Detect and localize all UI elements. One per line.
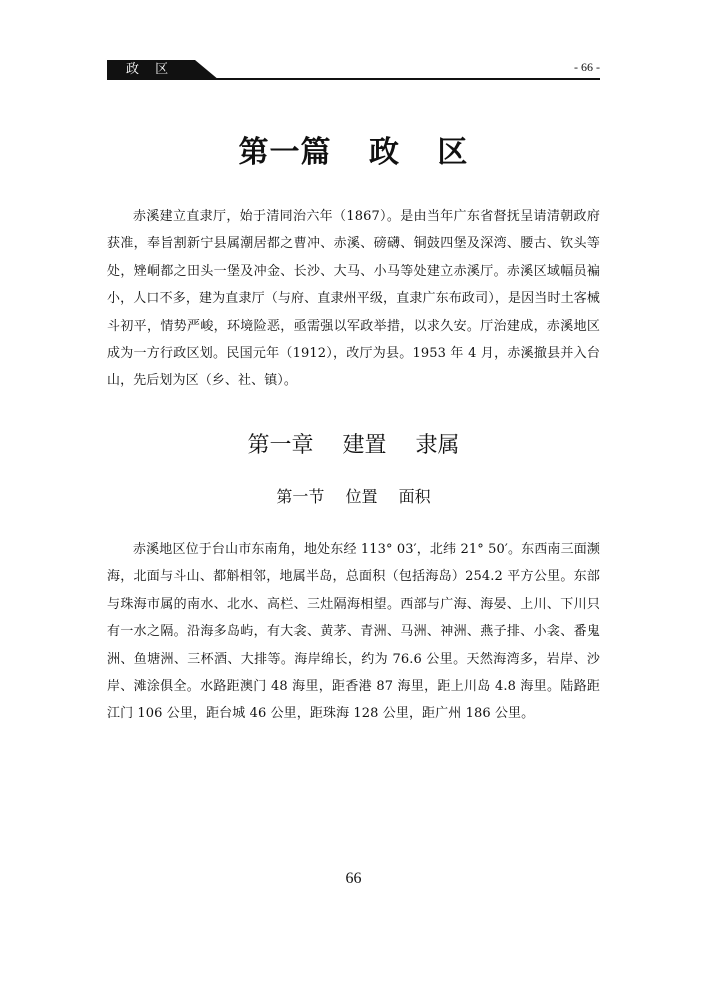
footer-page-number: 66 — [345, 870, 362, 887]
header-rule — [107, 78, 600, 80]
intro-paragraph: 赤溪建立直隶厅，始于清同治六年（1867）。是由当年广东省督抚呈请清朝政府获准，奉旨割新宁县属潮居都之曹冲、赤溪、磅礴、铜鼓四堡及深湾、腰古、钦头等处，矬峒都之田头一堡及冲金、长沙、大马、小马等处建立赤溪厅。赤溪区域幅员褊小，人口不多，建为直隶厅（与府、直隶州平级，直隶广东布政司），是因当时土客械斗初平，情势严峻，环境险恶，亟需强以军政举措，以求久安。厅治建成，赤溪地区成为一方行政区划。民国元年（1912），改厅为县。1953 年 4 月，赤溪撤县并入台山，先后划为区（乡、社、镇）。 — [107, 209, 600, 389]
header-page-number: - 66 - — [574, 60, 600, 74]
header-section-label: 政 区 — [126, 62, 175, 77]
chapter-title: 第一章 建置 隶属 — [247, 433, 460, 458]
section-title: 第一节 位置 面积 — [276, 487, 431, 506]
location-paragraph: 赤溪地区位于台山市东南角，地处东经 113° 03′，北纬 21° 50′。东西南三面濒海，北面与斗山、都斛相邻，地属半岛，总面积（包括海岛）254.2 平方公里。东部与珠海市属的南水、北水、高栏、三灶隔海相望。西部与广海、海晏、上川、下川只有一水之隔。沿海多岛屿，有大衾、黄茅、青洲、马洲、神洲、燕子排、小衾、番鬼洲、鱼塘洲、三杯酒、大排等。海岸绵长，约为 76.6 公里。天然海湾多，岩岸、沙岸、滩涂俱全。水路距澳门 48 海里，距香港 87 海里，距上川岛 4.8 海里。陆路距江门 106 公里，距台城 46 公里，距珠海 128 公里，距广州 186 公里。 — [107, 542, 600, 722]
part-title: 第一篇 政 区 — [238, 135, 469, 170]
